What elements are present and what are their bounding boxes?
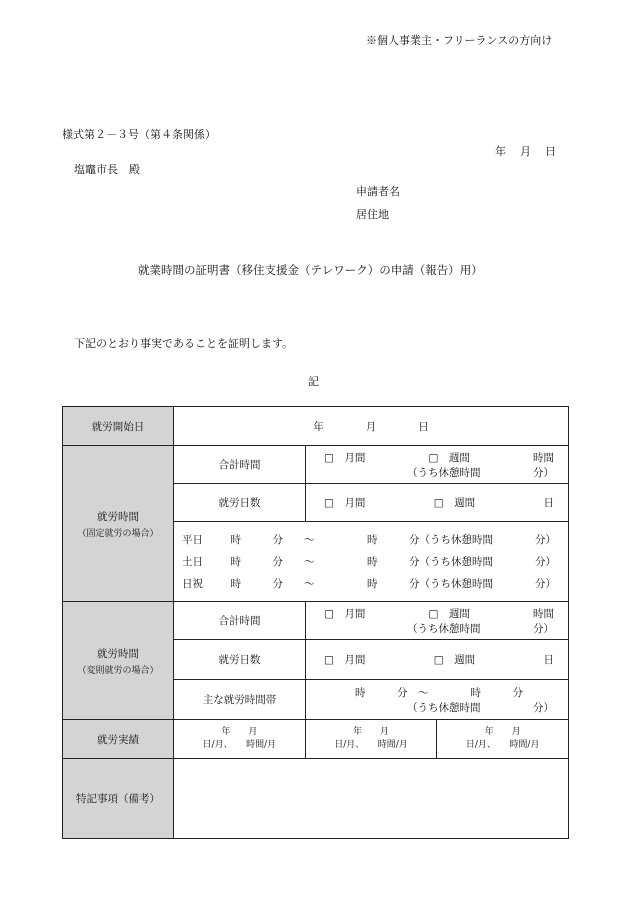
ki-marker: 記 — [308, 375, 319, 388]
variable-days-monthly[interactable]: □ 月間 — [324, 654, 366, 666]
fixed-days-label: 就労日数 — [174, 484, 306, 522]
fixed-total-weekly[interactable]: □ 週間 — [428, 451, 470, 464]
variable-total-row — [63, 602, 569, 640]
schedule-weekend: 土日 時 分 ～ 時 分（うち休憩時間 分） — [182, 555, 557, 568]
date-day: 日 — [545, 145, 556, 158]
remarks-label: 特記事項（備考） — [63, 759, 174, 839]
fixed-total-label: 合計時間 — [174, 446, 306, 484]
variable-total-unit: 時間 — [533, 607, 554, 620]
variable-hours-sublabel: （変則就労の場合） — [77, 665, 159, 676]
fixed-days-monthly[interactable]: □ 月間 — [324, 497, 366, 509]
variable-total-monthly[interactable]: □ 月間 — [324, 607, 366, 620]
applicant-label: 申請者名 — [356, 185, 400, 198]
fixed-days-field[interactable] — [306, 484, 569, 522]
variable-main-label: 主な就労時間帯 — [174, 680, 306, 720]
fixed-schedule-field[interactable] — [174, 522, 569, 602]
variable-hours-title: 就労時間 — [97, 647, 139, 660]
date-year: 年 — [495, 145, 506, 158]
fixed-hours-sublabel: （固定就労の場合） — [77, 528, 159, 539]
fixed-hours-label — [63, 446, 174, 602]
results-field[interactable] — [174, 720, 569, 759]
start-date-field[interactable]: 年 月 日 — [174, 407, 569, 446]
results-label: 就労実績 — [63, 720, 174, 759]
variable-days-label: 就労日数 — [174, 640, 306, 680]
result-cell-2[interactable]: 年 月 日/月、 時間/月 — [305, 720, 437, 758]
fixed-hours-title: 就労時間 — [97, 510, 139, 523]
variable-days-field[interactable] — [306, 640, 569, 680]
intro-text: 下記のとおり事実であることを証明します。 — [74, 337, 294, 350]
result-cell-3[interactable]: 年 月 日/月、 時間/月 — [436, 720, 568, 758]
fixed-total-field[interactable] — [306, 446, 569, 484]
variable-main-break: （うち休憩時間 分） — [407, 701, 555, 714]
fixed-total-row — [63, 446, 569, 484]
result-cell-1[interactable]: 年 月 日/月、 時間/月 — [202, 727, 277, 750]
date-month: 月 — [520, 145, 531, 158]
schedule-weekday: 平日 時 分 ～ 時 分（うち休憩時間 分） — [182, 533, 557, 546]
fixed-total-break: （うち休憩時間 分） — [407, 466, 555, 479]
schedule-holiday: 日祝 時 分 ～ 時 分（うち休憩時間 分） — [182, 577, 557, 590]
addressee: 塩竈市長 殿 — [74, 163, 140, 176]
variable-hours-label — [63, 602, 174, 720]
date-line — [495, 143, 570, 159]
residence-label: 居住地 — [356, 208, 389, 221]
fixed-total-unit: 時間 — [533, 451, 554, 464]
variable-total-field[interactable] — [306, 602, 569, 640]
variable-days-weekly[interactable]: □ 週間 — [433, 654, 476, 666]
results-row — [63, 720, 569, 759]
variable-main-field[interactable] — [306, 680, 569, 720]
form-number: 様式第２－３号（第４条関係） — [62, 128, 216, 141]
variable-total-label: 合計時間 — [174, 602, 306, 640]
variable-total-break: （うち休憩時間 分） — [407, 622, 555, 635]
target-note: ※個人事業主・フリーランスの方向け — [366, 34, 553, 47]
fixed-total-monthly[interactable]: □ 月間 — [324, 451, 366, 464]
fixed-days-unit: 日 — [543, 497, 554, 509]
remarks-row — [63, 759, 569, 839]
document-title: 就業時間の証明書（移住支援金（テレワーク）の申請（報告）用） — [138, 263, 483, 277]
certificate-table — [62, 406, 569, 839]
variable-main-time[interactable]: 時 分 ～ 時 分 — [355, 686, 523, 699]
start-date-row — [63, 407, 569, 446]
variable-total-weekly[interactable]: □ 週間 — [428, 607, 470, 620]
remarks-field[interactable] — [174, 759, 569, 839]
variable-days-unit: 日 — [543, 654, 554, 666]
start-date-label: 就労開始日 — [63, 407, 174, 446]
fixed-days-weekly[interactable]: □ 週間 — [433, 497, 476, 509]
